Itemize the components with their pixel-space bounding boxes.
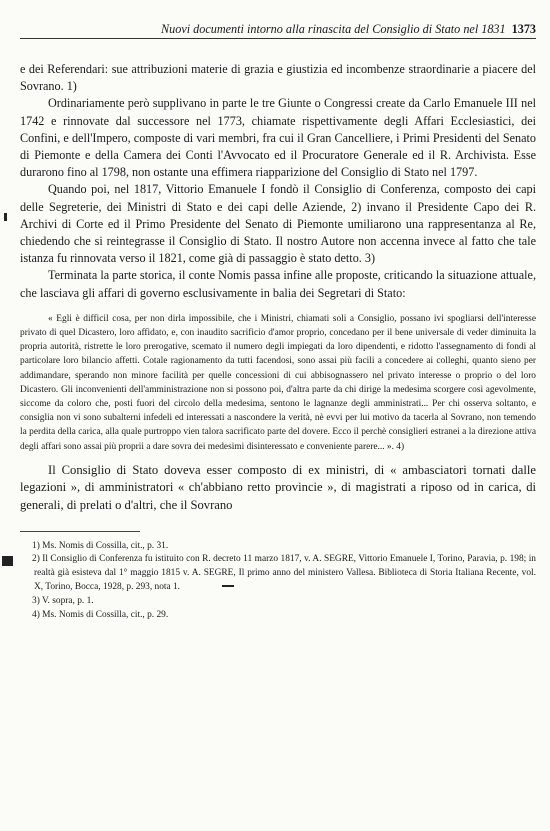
paragraph: Ordinariamente però supplivano in parte le tre Giunte o Congressi create da Carlo Emanuele III nel 1742 e rinnovate dal successore nel 1773, chiamate rispettivamente degli Affari Ecclesiastici, dei Confini, e dell'Impero, composte di vari membri, fra cui il Gran Cancelliere, i Primi Presidenti del Senato di Piemonte e della Camera dei Conti l'Avvocato ed il Procuratore Generale ed il R. Archivista. Esse durarono fino al 1798, non ostante una effimera riapparizione del Consiglio di Stato nel 1797. <box>20 96 536 180</box>
running-header <box>20 22 536 39</box>
paragraph-continued: e dei Referendari: sue attribuzioni materie di grazia e giustizia ed incombenze straordinarie a piacere del Sovrano. 1) <box>20 62 536 94</box>
page-number: 1373 <box>511 22 536 36</box>
quote-text: « Egli è difficil cosa, per non dirla impossibile, che i Ministri, chiamati soli a Consiglio, possano ivi spogliarsi dell'interesse privato di quel Dicastero, loro affidato, e, con inaudito sacrificio d'amor proprio, concedano per il bene universale di veder diminuita la propria autorità, ristrette le loro prerogative, scemato il numero degli impiegati da loro dipendenti, e ridotto l'assegnamento di fondi al particolare loro bilancio affetti. Cotale ragionamento da tutti facendosi, sono assai più facili a concedere ai colleghi, quanto sieno per addimandare, sperando non minore facilità per quelle concessioni di cui abbisognassero nel privato interesse o proprio o del loro Dicastero. Gli inconvenienti dell'amministrazione non si possono poi, d'altra parte da chi dirige la medesima scorgere così agevolmente, siccome da coloro che, posti fuori del circolo della medesima, sentono le lagnanze degli amministrati... Per chi osserva soltanto, e consiglia non vi sono subalterni infedeli ed interessati a nascondere la verità, nè evvi per lui motivo da tacerla al Sovrano, non temendo la perdita della carica, alla quale purtroppo vien talora sacrificato parte del dovere. Ecco il perchè consiglieri estranei a la direzione attiva degli affari sono assai più proprii a dare sovra dei medesimi disinteressato e conveniente parere... ». 4) <box>20 313 536 452</box>
paragraph: Quando poi, nel 1817, Vittorio Emanuele I fondò il Consiglio di Conferenza, composto dei capi delle Segreterie, dei Ministri di Stato e dei capi delle Aziende, 2) invano il Presidente Capo dei R. Archivi di Corte ed il Primo Presidente del Senato di Piemonte umiliarono una rappresentanza al Re, chiedendo che si reintegrasse il Consiglio di Stato. Il nostro Autore non accenna invece al fatto che tale istanza fu rinnovata verso il 1821, come già di passaggio è stato detto. 3) <box>20 182 536 266</box>
margin-mark <box>2 556 13 566</box>
footnote: 3) V. sopra, p. 1. <box>32 595 94 606</box>
footnotes <box>20 540 536 623</box>
paragraph: Terminata la parte storica, il conte Nomis passa infine alle proposte, criticando la situazione attuale, che lasciava gli affari di governo esclusivamente in balia dei Segretari di Stato: <box>20 268 536 300</box>
footnote-separator <box>20 531 140 532</box>
paragraph: Il Consiglio di Stato doveva esser composto di ex ministri, di « ambasciatori tornati dalle legazioni », di amministratori « ch'abbiano retto provincie », di magistrati a riposo od in carica, di generali, di prelati o d'altri, che il Sovrano <box>20 462 536 513</box>
margin-mark <box>4 213 7 221</box>
closing-paragraph-block <box>20 462 536 515</box>
page-body <box>20 61 536 622</box>
running-title: Nuovi documenti intorno alla rinascita del Consiglio di Stato nel 1831 <box>161 22 506 36</box>
block-quote <box>20 312 536 454</box>
footnote: 4) Ms. Nomis di Cossilla, cit., p. 29. <box>32 609 169 620</box>
footnote: 1) Ms. Nomis di Cossilla, cit., p. 31. <box>32 540 169 551</box>
footnote: 2) Il Consiglio di Conferenza fu istituito con R. decreto 11 marzo 1817, v. A. SEGRE, Vittorio Emanuele I, Torino, Paravia, p. 198; in realtà già esisteva dal 1° maggio 1815 v. A. SEGRE, Il primo anno del ministero Vallesa. Biblioteca di Storia Italiana Recente, vol. X, Torino, Bocca, 1928, p. 293, nota 1. <box>32 554 536 593</box>
